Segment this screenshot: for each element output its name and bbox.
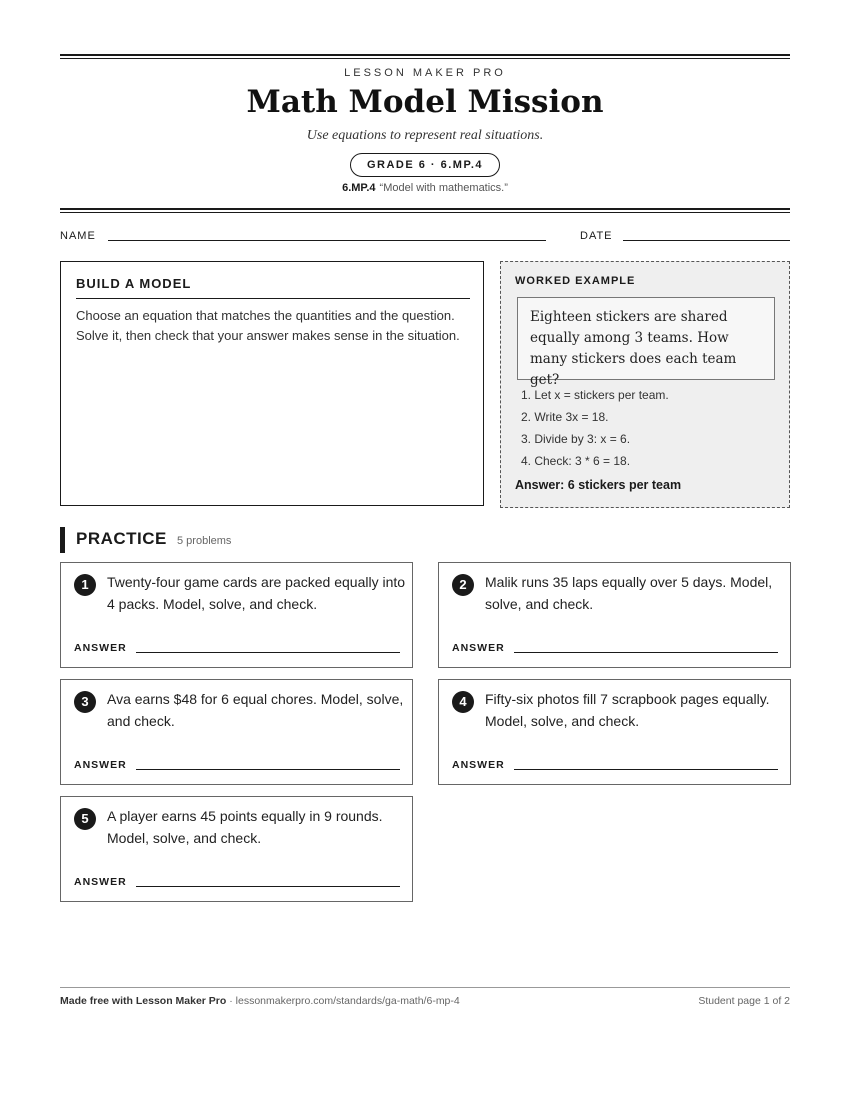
standard-line xyxy=(0,182,850,194)
worked-step: 2. Write 3x = 18. xyxy=(521,410,609,424)
date-field[interactable] xyxy=(623,240,790,241)
page-title: Math Model Mission xyxy=(246,84,604,120)
answer-label: ANSWER xyxy=(74,876,127,888)
problem-number-badge: 1 xyxy=(74,574,96,596)
answer-label: ANSWER xyxy=(452,642,505,654)
brand-name: LESSON MAKER PRO xyxy=(344,67,506,79)
worked-step: 3. Divide by 3: x = 6. xyxy=(521,432,631,446)
answer-field-2[interactable] xyxy=(514,652,778,653)
standard-text: “Model with mathematics.” xyxy=(379,182,508,194)
grade-badge: GRADE 6 · 6.MP.4 xyxy=(350,153,500,177)
date-label: DATE xyxy=(580,230,613,242)
answer-field-4[interactable] xyxy=(514,769,778,770)
footer-rule xyxy=(60,987,790,988)
answer-label: ANSWER xyxy=(74,759,127,771)
header-top-rule-thin xyxy=(60,58,790,59)
worked-example-problem: Eighteen stickers are shared equally among 3 teams. How many stickers does each team get? xyxy=(517,297,775,380)
practice-card-5 xyxy=(60,796,413,902)
practice-title: PRACTICE xyxy=(76,529,167,548)
problem-number-badge: 4 xyxy=(452,691,474,713)
worked-example-steps xyxy=(515,386,775,474)
header-bottom-rule xyxy=(60,208,790,210)
footer-url: · lessonmakerpro.com/standards/ga-math/6-mp-4 xyxy=(226,995,460,1007)
build-model-text: Choose an equation that matches the quantities and the question. Solve it, then check that your answer makes sense in the situation. xyxy=(76,308,460,343)
answer-field-3[interactable] xyxy=(136,769,400,770)
footer-credit xyxy=(60,995,460,1007)
problem-number-badge: 2 xyxy=(452,574,474,596)
problem-number-badge: 5 xyxy=(74,808,96,830)
practice-card-4 xyxy=(438,679,791,785)
page-subtitle: Use equations to represent real situations. xyxy=(306,128,544,143)
worked-step: 1. Let x = stickers per team. xyxy=(521,388,669,402)
answer-label: ANSWER xyxy=(74,642,127,654)
worked-step: 4. Check: 3 * 6 = 18. xyxy=(521,454,631,468)
header-bottom-rule-thin xyxy=(60,212,790,213)
answer-field-1[interactable] xyxy=(136,652,400,653)
practice-accent-bar xyxy=(60,527,65,553)
worked-example-title: WORKED EXAMPLE xyxy=(515,275,636,287)
practice-card-3 xyxy=(60,679,413,785)
problem-text: Twenty-four game cards are packed equally into 4 packs. Model, solve, and check. xyxy=(107,574,406,612)
answer-label: ANSWER xyxy=(452,759,505,771)
build-model-rule xyxy=(76,298,470,299)
answer-field-5[interactable] xyxy=(136,886,400,887)
problem-number-badge: 3 xyxy=(74,691,96,713)
name-field[interactable] xyxy=(108,240,546,241)
name-label: NAME xyxy=(60,230,96,242)
standard-code: 6.MP.4 xyxy=(342,182,376,194)
problem-text: Fifty-six photos fill 7 scrapbook pages equally. Model, solve, and check. xyxy=(485,691,770,729)
problem-text: Malik runs 35 laps equally over 5 days. Model, solve, and check. xyxy=(485,574,773,612)
worked-example-box xyxy=(500,261,790,508)
build-model-title: BUILD A MODEL xyxy=(76,276,192,291)
footer-page-number: Student page 1 of 2 xyxy=(698,995,790,1007)
build-model-box xyxy=(60,261,484,506)
problem-text: A player earns 45 points equally in 9 rounds. Model, solve, and check. xyxy=(107,808,383,846)
footer-made-with: Made free with Lesson Maker Pro xyxy=(60,995,227,1007)
practice-card-2 xyxy=(438,562,791,668)
practice-card-1 xyxy=(60,562,413,668)
problem-text: Ava earns $48 for 6 equal chores. Model, solve, and check. xyxy=(107,691,404,729)
worked-example-answer: Answer: 6 stickers per team xyxy=(515,478,682,492)
header-top-rule xyxy=(60,54,790,56)
practice-count: 5 problems xyxy=(177,535,232,547)
